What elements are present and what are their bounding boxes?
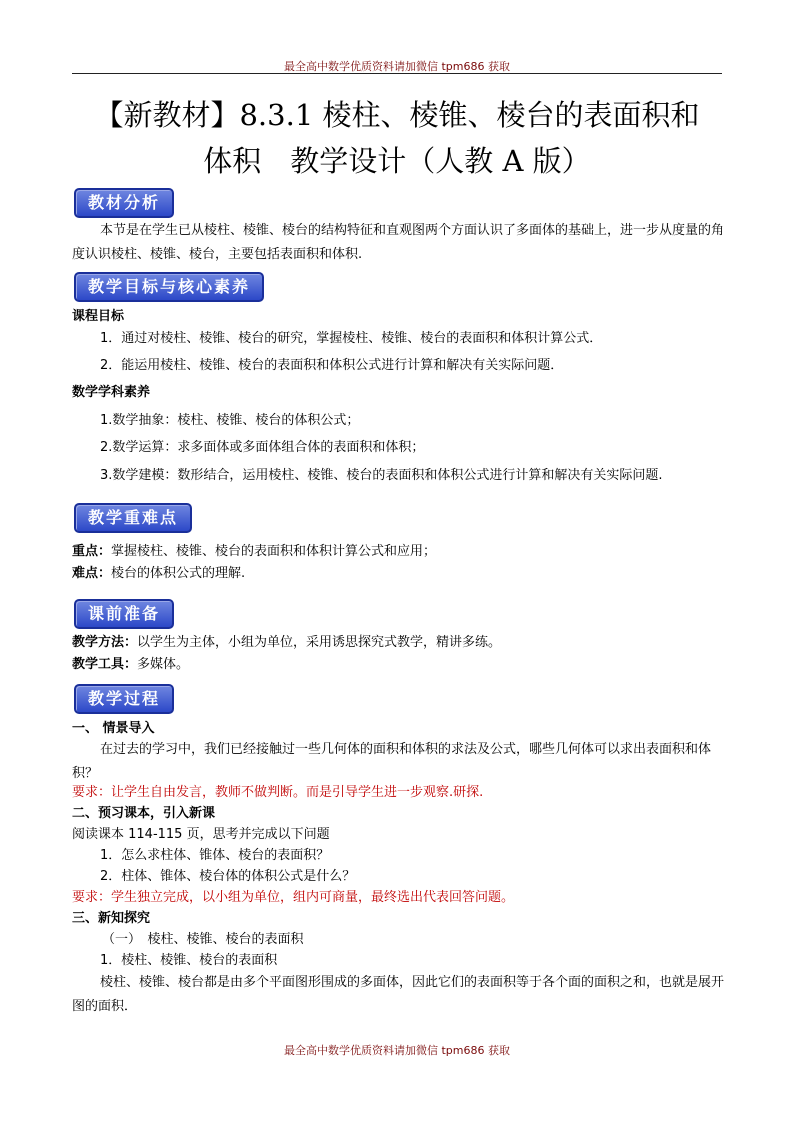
focus-label: 重点： xyxy=(72,544,112,559)
literacy-item-2: 2.数学运算：求多面体或多面体组合体的表面积和体积； xyxy=(100,440,425,455)
difficulty-text: 棱台的体积公式的理解. xyxy=(111,566,246,581)
difficulty-label: 难点： xyxy=(72,566,112,581)
footer-note: 最全高中数学优质资料请加微信 tpm686 获取 xyxy=(284,1044,510,1057)
focus-text: 掌握棱柱、棱锥、棱台的表面积和体积计算公式和应用； xyxy=(111,544,437,559)
preview-question-2: 2．柱体、锥体、棱台体的体积公式是什么？ xyxy=(100,869,356,884)
section-badge-preparation: 课前准备 xyxy=(74,599,174,629)
literacy-heading: 数学学科素养 xyxy=(72,385,151,400)
tools-text: 多媒体。 xyxy=(137,657,190,672)
focus-line xyxy=(72,541,724,563)
section-badge-process: 教学过程 xyxy=(74,684,174,714)
tools-label: 教学工具： xyxy=(72,657,138,672)
preview-heading: 二、预习课本，引入新课 xyxy=(72,806,216,821)
scene-intro-requirement: 要求：让学生自由发言，教师不做判断。而是引导学生进一步观察.研探. xyxy=(72,785,484,800)
section-badge-goals: 教学目标与核心素养 xyxy=(74,272,264,302)
page-title xyxy=(72,92,722,184)
literacy-item-1: 1.数学抽象：棱柱、棱锥、棱台的体积公式； xyxy=(100,413,360,428)
literacy-item-3: 3.数学建模：数形结合，运用棱柱、棱锥、棱台的表面积和体积公式进行计算和解决有关实际问题. xyxy=(100,468,663,483)
header-rule xyxy=(72,73,722,74)
preview-requirement: 要求：学生独立完成，以小组为单位，组内可商量，最终选出代表回答问题。 xyxy=(72,890,515,905)
section-badge-key-points: 教学重难点 xyxy=(74,503,192,533)
course-goals-heading: 课程目标 xyxy=(72,309,125,324)
surface-area-item: 1．棱柱、棱锥、棱台的表面积 xyxy=(100,953,278,968)
scene-intro-text: 在过去的学习中，我们已经接触过一些几何体的面积和体积的求法及公式，哪些几何体可以求出表面积和体积？ xyxy=(72,742,712,781)
difficulty-line xyxy=(72,563,724,585)
scene-intro-heading: 一、 情景导入 xyxy=(72,721,155,736)
new-knowledge-subheading: （一） 棱柱、棱锥、棱台的表面积 xyxy=(102,932,304,947)
preview-reading: 阅读课本 114-115 页，思考并完成以下问题 xyxy=(72,827,330,842)
title-line-1: 【新教材】8.3.1 棱柱、棱锥、棱台的表面积和 xyxy=(94,98,700,132)
course-goal-2: 2．能运用棱柱、棱锥、棱台的表面积和体积公式进行计算和解决有关实际问题． xyxy=(100,358,564,373)
method-text: 以学生为主体，小组为单位，采用诱思探究式教学，精讲多练。 xyxy=(137,635,502,650)
section-badge-analysis: 教材分析 xyxy=(74,188,174,218)
new-knowledge-heading: 三、新知探究 xyxy=(72,911,151,926)
course-goal-1: 1．通过对棱柱、棱锥、棱台的研究，掌握棱柱、棱锥、棱台的表面积和体积计算公式． xyxy=(100,331,603,346)
tools-line xyxy=(72,654,724,676)
analysis-text: 本节是在学生已从棱柱、棱锥、棱台的结构特征和直观图两个方面认识了多面体的基础上，进一步从度量的角度认识棱柱、棱锥、棱台，主要包括表面积和体积. xyxy=(72,223,725,262)
surface-area-text: 棱柱、棱锥、棱台都是由多个平面图形围成的多面体，因此它们的表面积等于各个面的面积之和，也就是展开图的面积． xyxy=(72,975,725,1014)
preview-question-1: 1．怎么求柱体、锥体、棱台的表面积？ xyxy=(100,848,330,863)
header-note: 最全高中数学优质资料请加微信 tpm686 获取 xyxy=(284,60,510,73)
method-label: 教学方法： xyxy=(72,635,138,650)
title-line-2: 体积 教学设计（人教 A 版） xyxy=(203,144,591,178)
method-line xyxy=(72,632,724,654)
